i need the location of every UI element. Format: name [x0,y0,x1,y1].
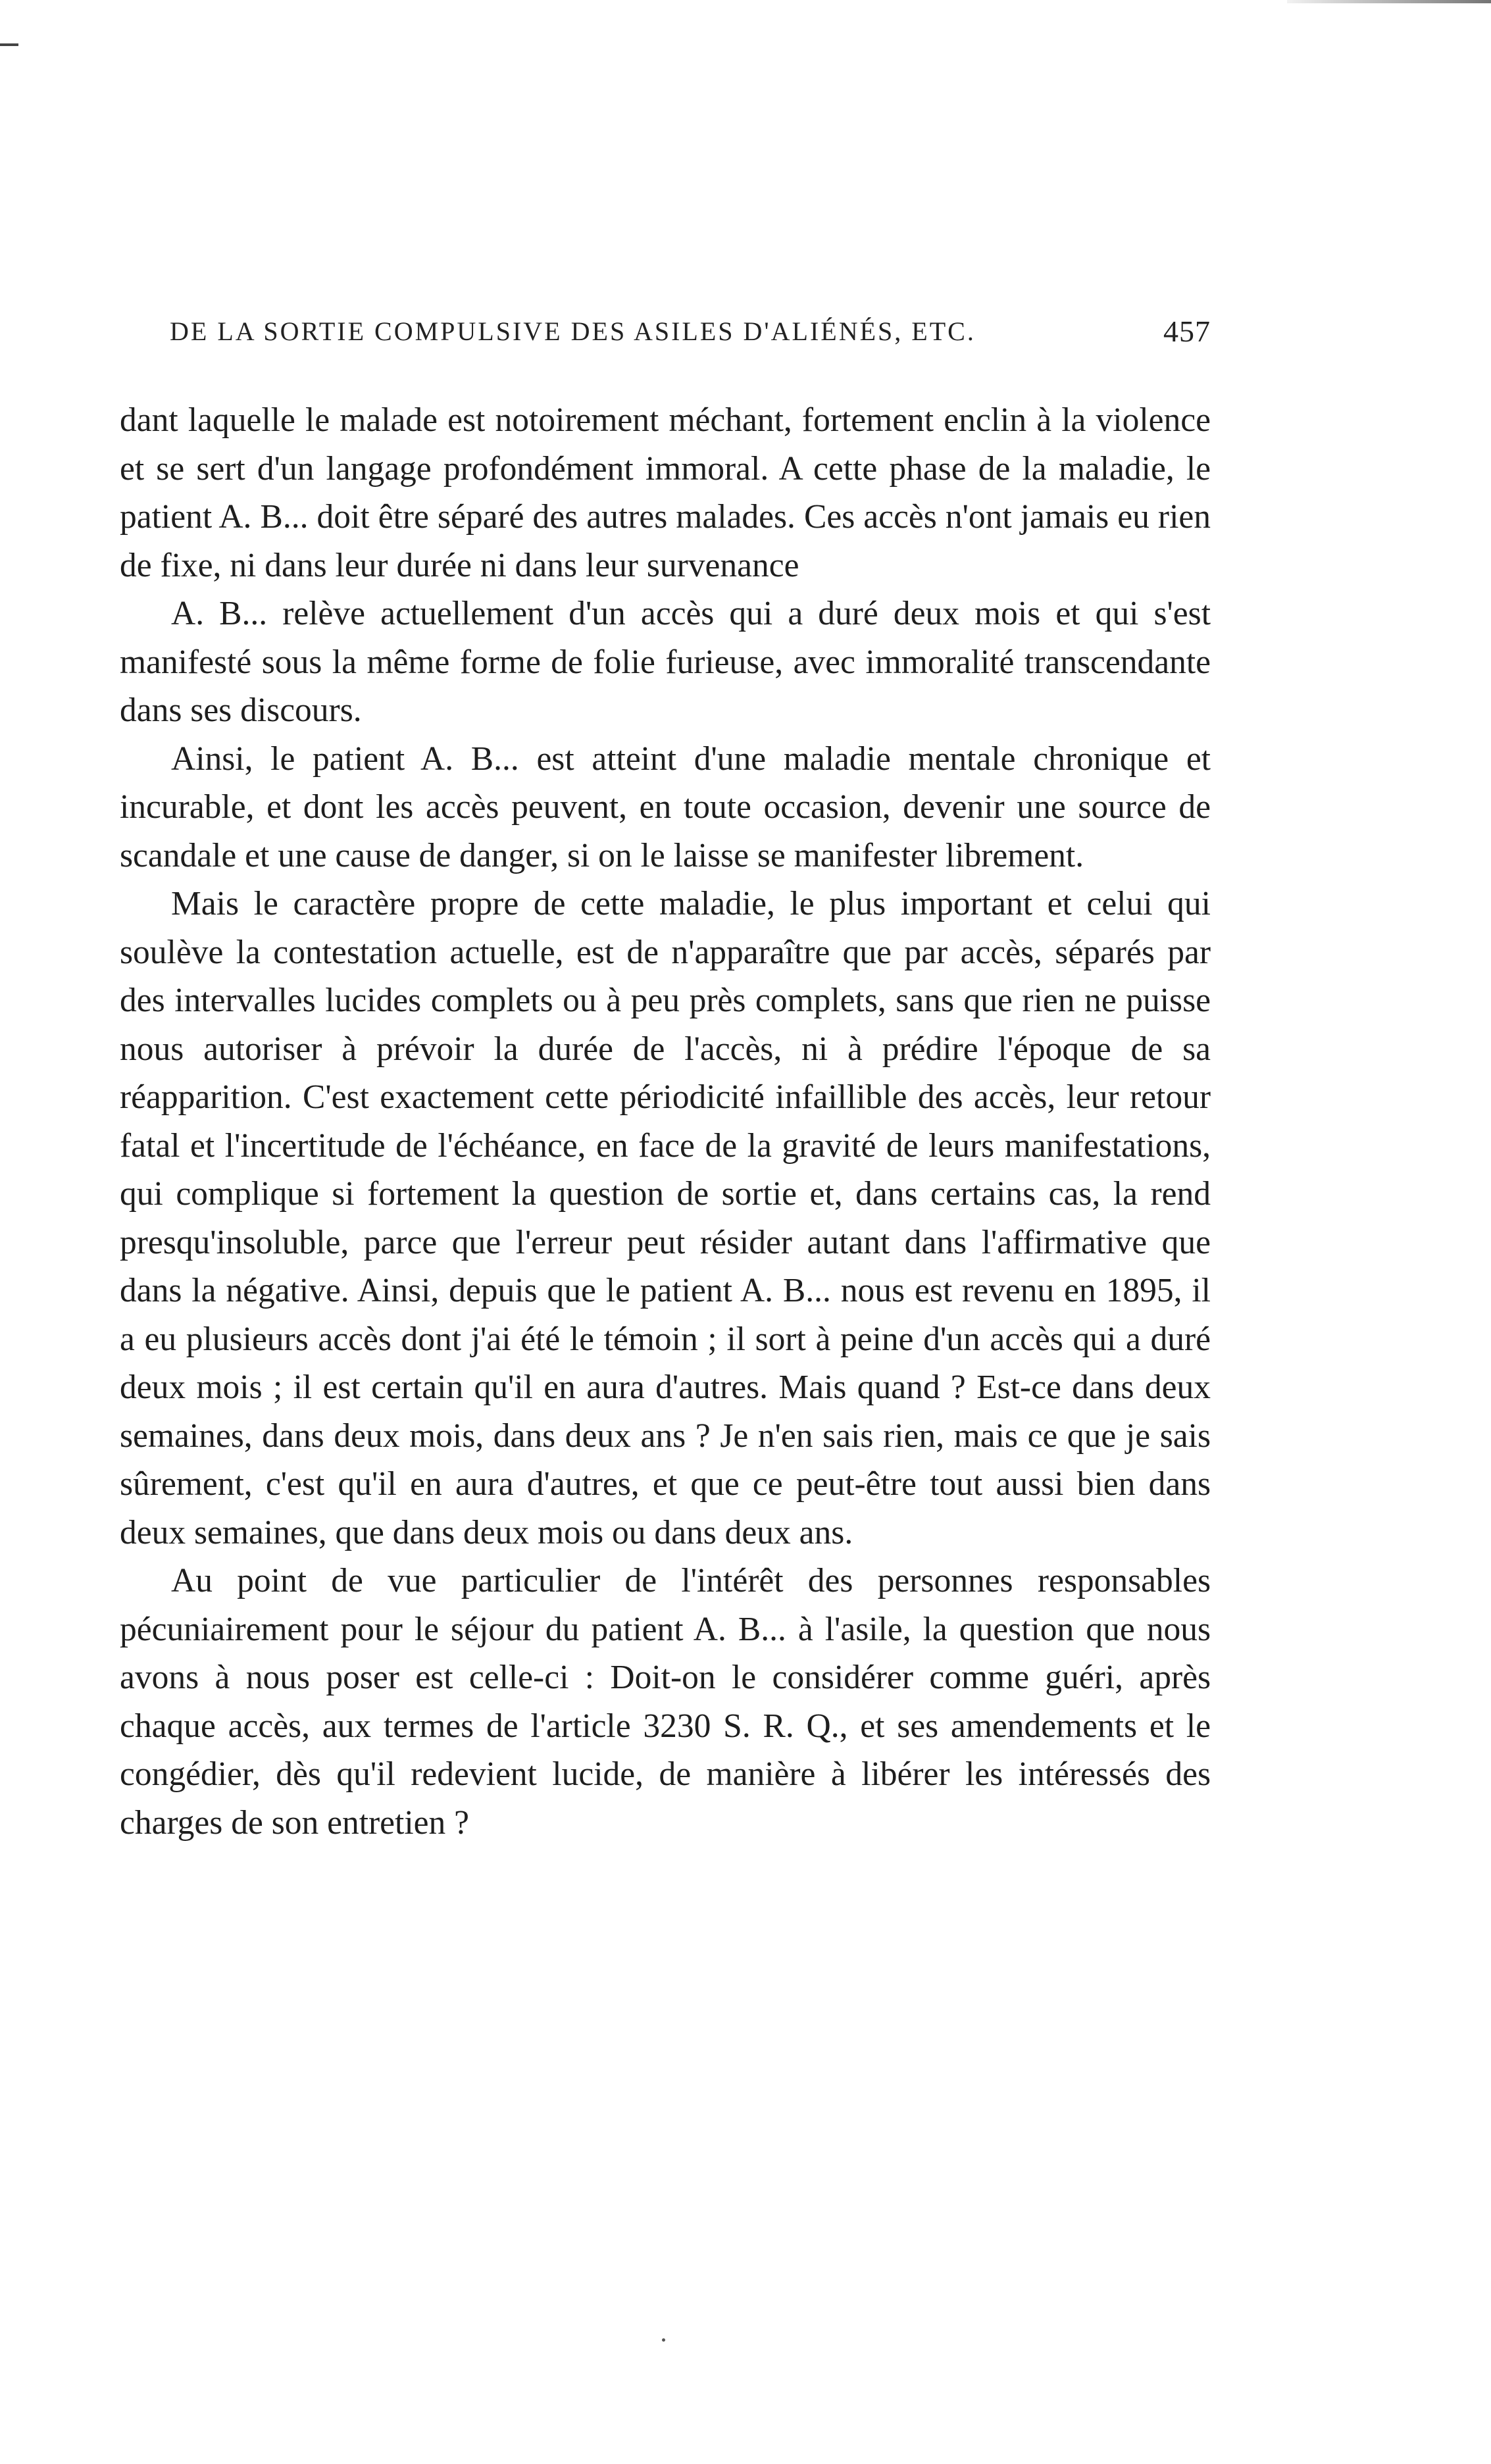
paragraph: dant laquelle le malade est notoirement méchant, fortement enclin à la violence et se sert d'un langage profondément immoral. A cette phase de la maladie, le patient A. B... doit être séparé des autres malades. Ces accès n'ont jamais eu rien de fixe, ni dans leur durée ni dans leur survenance [120,401,1211,584]
paragraph: Ainsi, le patient A. B... est atteint d'une maladie mentale chronique et incurable, et dont les accès peuvent, en toute occasion, devenir une source de scandale et une cause de danger, si on le laisse se manifester librement. [120,740,1211,874]
scan-edge-mark [0,43,18,46]
scan-edge-rule [1287,0,1491,3]
page-number: 457 [1163,314,1211,348]
running-title: DE LA SORTIE COMPULSIVE DES ASILES D'ALIÉNÉS, ETC. [170,316,976,346]
paragraph: Au point de vue particulier de l'intérêt des personnes responsables pécuniairement pour le séjour du patient A. B... à l'asile, la question que nous avons à nous poser est celle-ci : Doit-on le considérer comme guéri, après chaque accès, aux termes de l'article 3230 S. R. Q., et ses amendements et le congédier, dès qu'il redevient lucide, de manière à libérer les intéressés des charges de son entretien ? [120,1562,1211,1842]
paragraph: Mais le caractère propre de cette maladie, le plus important et celui qui soulève la contestation actuelle, est de n'apparaître que par accès, séparés par des intervalles lucides complets ou à peu près complets, sans que rien ne puisse nous autoriser à prévoir la durée de l'accès, ni à prédire l'époque de sa réapparition. C'est exactement cette périodicité infaillible des accès, leur retour fatal et l'incertitude de l'échéance, en face de la gravité de leurs manifestations, qui complique si fortement la question de sortie et, dans certains cas, la rend presqu'insoluble, parce que l'erreur peut résider autant dans l'affirmative que dans la négative. Ainsi, depuis que le patient A. B... nous est revenu en 1895, il a eu plusieurs accès dont j'ai été le témoin ; il sort à peine d'un accès qui a duré deux mois ; il est certain qu'il en aura d'autres. Mais quand ? Est-ce dans deux semaines, dans deux mois, dans deux ans ? Je n'en sais rien, mais ce que je sais sûrement, c'est qu'il en aura d'autres, et que ce peut-être tout aussi bien dans deux semaines, que dans deux mois ou dans deux ans. [120,885,1211,1551]
stray-mark [662,2338,665,2342]
body-text [120,396,1211,1847]
paragraph: A. B... relève actuellement d'un accès qui a duré deux mois et qui s'est manifesté sous la même forme de folie furieuse, avec immoralité transcendante dans ses discours. [120,595,1211,729]
